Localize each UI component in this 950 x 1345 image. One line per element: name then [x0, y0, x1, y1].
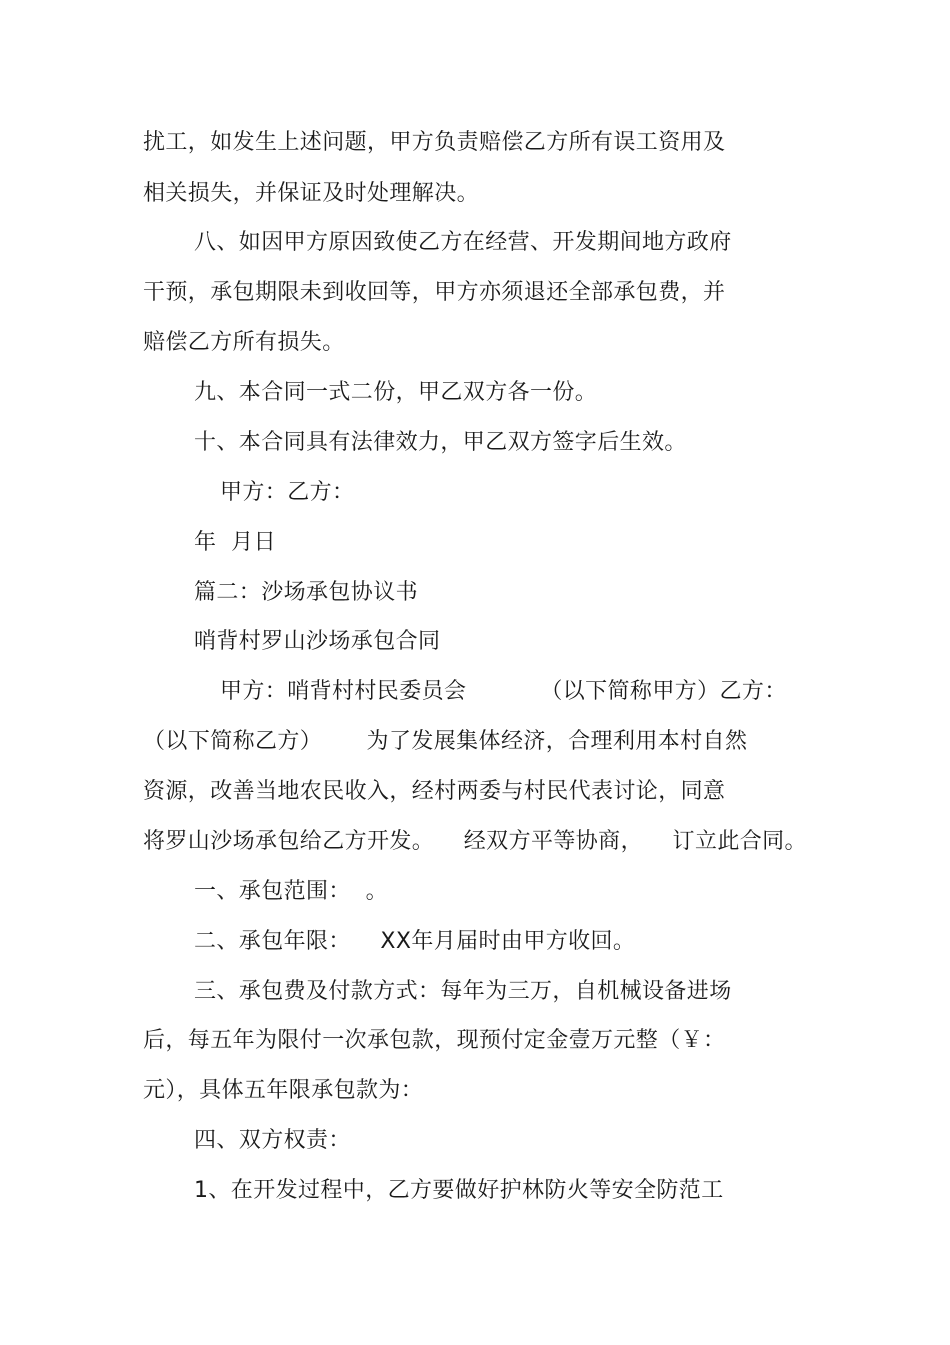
- text-line-13: （以下简称乙方） 为了发展集体经济，合理利用本村自然: [143, 729, 748, 754]
- text-line-14: 资源，改善当地农民收入，经村两委与村民代表讨论，同意: [143, 779, 726, 804]
- text-line-1: 扰工，如发生上述问题，甲方负责赔偿乙方所有误工资用及: [143, 130, 726, 155]
- text-line-7: 十、本合同具有法律效力，甲乙双方签字后生效。: [194, 430, 687, 455]
- text-line-15: 将罗山沙场承包给乙方开发。 经双方平等协商， 订立此合同。: [143, 829, 807, 854]
- text-line-8: 甲方：乙方：: [220, 480, 355, 505]
- text-line-4: 干预，承包期限未到收回等，甲方亦须退还全部承包费，并: [143, 280, 726, 305]
- text-line-18: 三、承包费及付款方式：每年为三万，自机械设备进场: [194, 979, 732, 1004]
- text-line-3: 八、如因甲方原因致使乙方在经营、开发期间地方政府: [194, 230, 732, 255]
- text-line-22: 1、在开发过程中，乙方要做好护林防火等安全防范工: [194, 1178, 724, 1203]
- text-line-21: 四、双方权责：: [194, 1128, 351, 1153]
- text-line-12: 甲方：哨背村村民委员会 （以下简称甲方）乙方：: [220, 679, 787, 704]
- text-line-19: 后，每五年为限付一次承包款，现预付定金壹万元整（￥：: [143, 1028, 726, 1053]
- contract-title: 哨背村罗山沙场承包合同: [194, 629, 441, 654]
- text-line-20: 元），具体五年限承包款为：: [143, 1078, 424, 1103]
- section-heading: 篇二：沙场承包协议书: [194, 580, 419, 605]
- text-line-2: 相关损失，并保证及时处理解决。: [143, 181, 480, 206]
- text-line-6: 九、本合同一式二份，甲乙双方各一份。: [194, 380, 598, 405]
- text-line-5: 赔偿乙方所有损失。: [143, 330, 345, 355]
- text-line-16: 一、承包范围： 。: [194, 879, 388, 904]
- text-line-17: 二、承包年限： XX年月届时由甲方收回。: [194, 929, 636, 954]
- text-line-9: 年 月日: [194, 530, 276, 555]
